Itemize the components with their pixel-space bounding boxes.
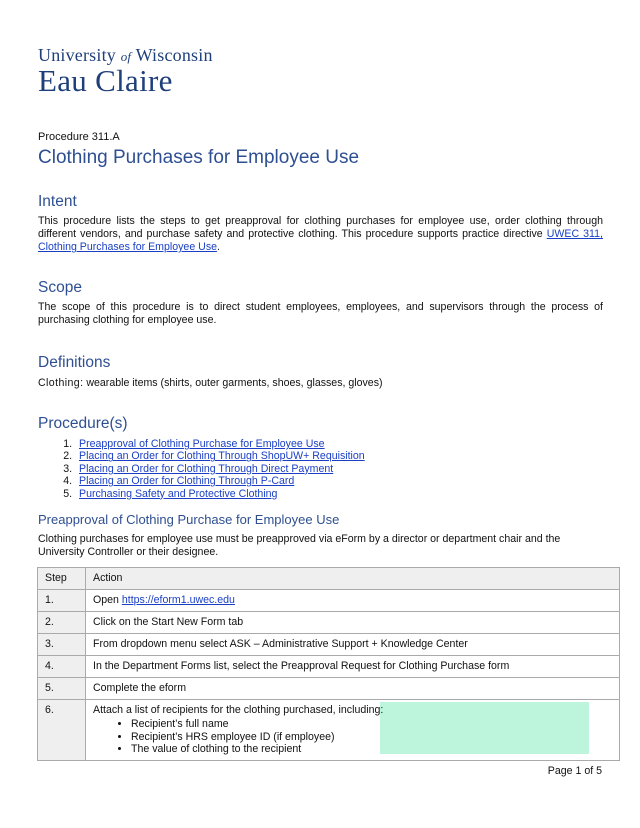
university-logo: University of Wisconsin Eau Claire (38, 45, 213, 98)
step-action: Click on the Start New Form tab (86, 612, 620, 634)
scope-paragraph: The scope of this procedure is to direct student employees, employees, and supervisors through the process of purchasing clothing for employee use. (38, 301, 603, 326)
table-row (38, 612, 620, 634)
page-number: Page 1 of 5 (547, 765, 602, 777)
scope-heading: Scope (38, 279, 82, 296)
procedure-link-preapproval[interactable]: Preapproval of Clothing Purchase for Employee Use (79, 438, 325, 450)
procedure-link-safety[interactable]: Purchasing Safety and Protective Clothing (79, 487, 278, 500)
list-item: • Recipient’s HRS employee ID (if employee) (131, 731, 612, 744)
table-row (38, 700, 620, 761)
step-number: 5. (38, 678, 86, 700)
step-number: 1. (38, 590, 86, 612)
eform-link[interactable]: https://eform1.uwec.edu (121, 594, 235, 606)
definitions-heading: Definitions (38, 354, 111, 371)
procedure-link-shopuw[interactable]: Placing an Order for Clothing Through ShopUW+ Requisition (79, 450, 365, 463)
table-row (38, 678, 620, 700)
procedure-list (38, 438, 365, 500)
intent-paragraph: This procedure lists the steps to get preapproval for clothing purchases for employee use, order clothing through different vendors, and purchase safety and protective clothing. This procedure supports practice directive UWEC 311, Clothing Purchases for Employee Use. (38, 215, 603, 253)
list-item (75, 438, 365, 450)
steps-table (37, 567, 620, 761)
list-item (75, 475, 365, 487)
table-row (38, 634, 620, 656)
preapproval-heading: Preapproval of Clothing Purchase for Employee Use (38, 512, 340, 527)
step-number: 2. (38, 612, 86, 634)
list-item: • Recipient’s full name (131, 718, 612, 731)
step-number: 6. (38, 700, 86, 761)
step-number: 4. (38, 656, 86, 678)
preapproval-paragraph: Clothing purchases for employee use must be preapproved via eForm by a director or department chair and the University Controller or their designee. (38, 533, 561, 558)
step-action-text: Attach a list of recipients for the clothing purchased, including: (93, 704, 384, 716)
step-action: Complete the eform (86, 678, 620, 700)
table-row (38, 656, 620, 678)
step-action: From dropdown menu select ASK – Administrative Support + Knowledge Center (86, 634, 620, 656)
recipient-details-list (93, 718, 612, 756)
definition-clothing: Clothing: wearable items (shirts, outer garments, shoes, glasses, gloves) (38, 377, 383, 389)
step-header: Step (38, 568, 86, 590)
uwec-311-link[interactable]: UWEC 311, Clothing Purchases for Employee Use (38, 228, 603, 253)
procedure-number: Procedure 311.A (38, 131, 120, 143)
procedures-heading: Procedure(s) (38, 415, 128, 432)
step-action (86, 700, 620, 761)
list-item (75, 463, 365, 475)
page-title: Clothing Purchases for Employee Use (38, 147, 360, 168)
intent-heading: Intent (38, 193, 77, 210)
action-header: Action (86, 568, 620, 590)
table-header-row (38, 568, 620, 590)
procedure-link-direct-payment[interactable]: Placing an Order for Clothing Through Direct Payment (79, 462, 334, 475)
table-row (38, 590, 620, 612)
list-item: • The value of clothing to the recipient (131, 743, 612, 756)
step-action: Open https://eform1.uwec.edu (86, 590, 620, 612)
list-item (75, 488, 365, 500)
step-number: 3. (38, 634, 86, 656)
list-item (75, 450, 365, 462)
procedure-link-pcard[interactable]: Placing an Order for Clothing Through P-Card (79, 475, 295, 488)
step-action: In the Department Forms list, select the Preapproval Request for Clothing Purchase form (86, 656, 620, 678)
